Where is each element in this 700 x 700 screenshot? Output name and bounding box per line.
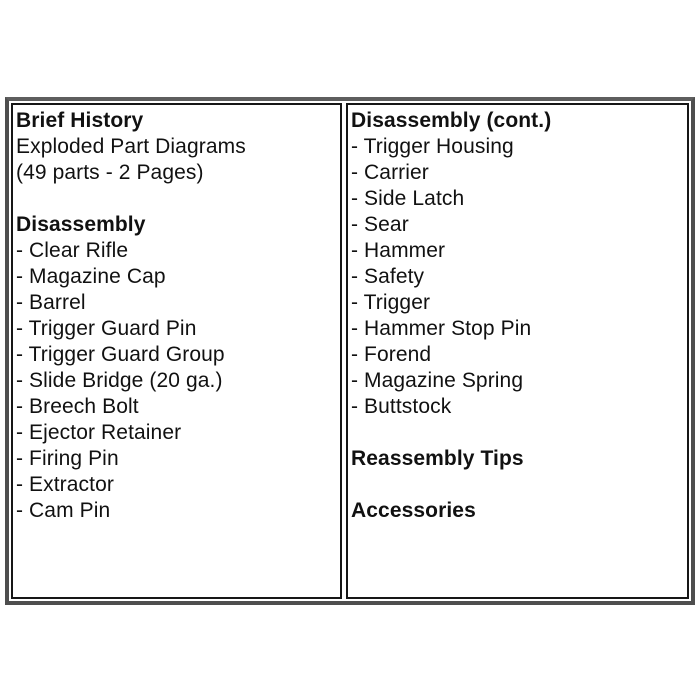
toc-panel [5,97,695,605]
toc-heading-accessories: Accessories [351,499,476,522]
toc-item: - Slide Bridge (20 ga.) [16,369,223,392]
blank-line [351,472,683,498]
toc-item: - Extractor [16,473,114,496]
toc-item: - Trigger [351,291,431,314]
toc-item: - Magazine Cap [16,265,166,288]
toc-column-right [346,103,689,599]
toc-item: - Sear [351,213,409,236]
toc-item: - Firing Pin [16,447,119,470]
toc-heading-brief-history: Brief History [16,109,144,132]
toc-heading-disassembly-cont: Disassembly (cont.) [351,109,552,132]
toc-item: - Cam Pin [16,499,111,522]
toc-heading-disassembly: Disassembly [16,213,146,236]
toc-heading-reassembly-tips: Reassembly Tips [351,447,524,470]
toc-item: - Hammer Stop Pin [351,317,532,340]
toc-item: (49 parts - 2 Pages) [16,161,204,184]
blank-line [351,420,683,446]
toc-column-left [11,103,342,599]
toc-item: - Trigger Guard Group [16,343,225,366]
toc-item: - Ejector Retainer [16,421,182,444]
blank-line [16,186,336,212]
toc-item: Exploded Part Diagrams [16,135,246,158]
toc-item: - Barrel [16,291,86,314]
toc-item: - Safety [351,265,425,288]
toc-item: - Forend [351,343,432,366]
toc-item: - Magazine Spring [351,369,524,392]
toc-item: - Clear Rifle [16,239,129,262]
toc-item: - Trigger Guard Pin [16,317,197,340]
toc-item: - Hammer [351,239,446,262]
toc-item: - Side Latch [351,187,465,210]
toc-item: - Buttstock [351,395,452,418]
toc-item: - Trigger Housing [351,135,514,158]
toc-item: - Carrier [351,161,429,184]
toc-item: - Breech Bolt [16,395,139,418]
